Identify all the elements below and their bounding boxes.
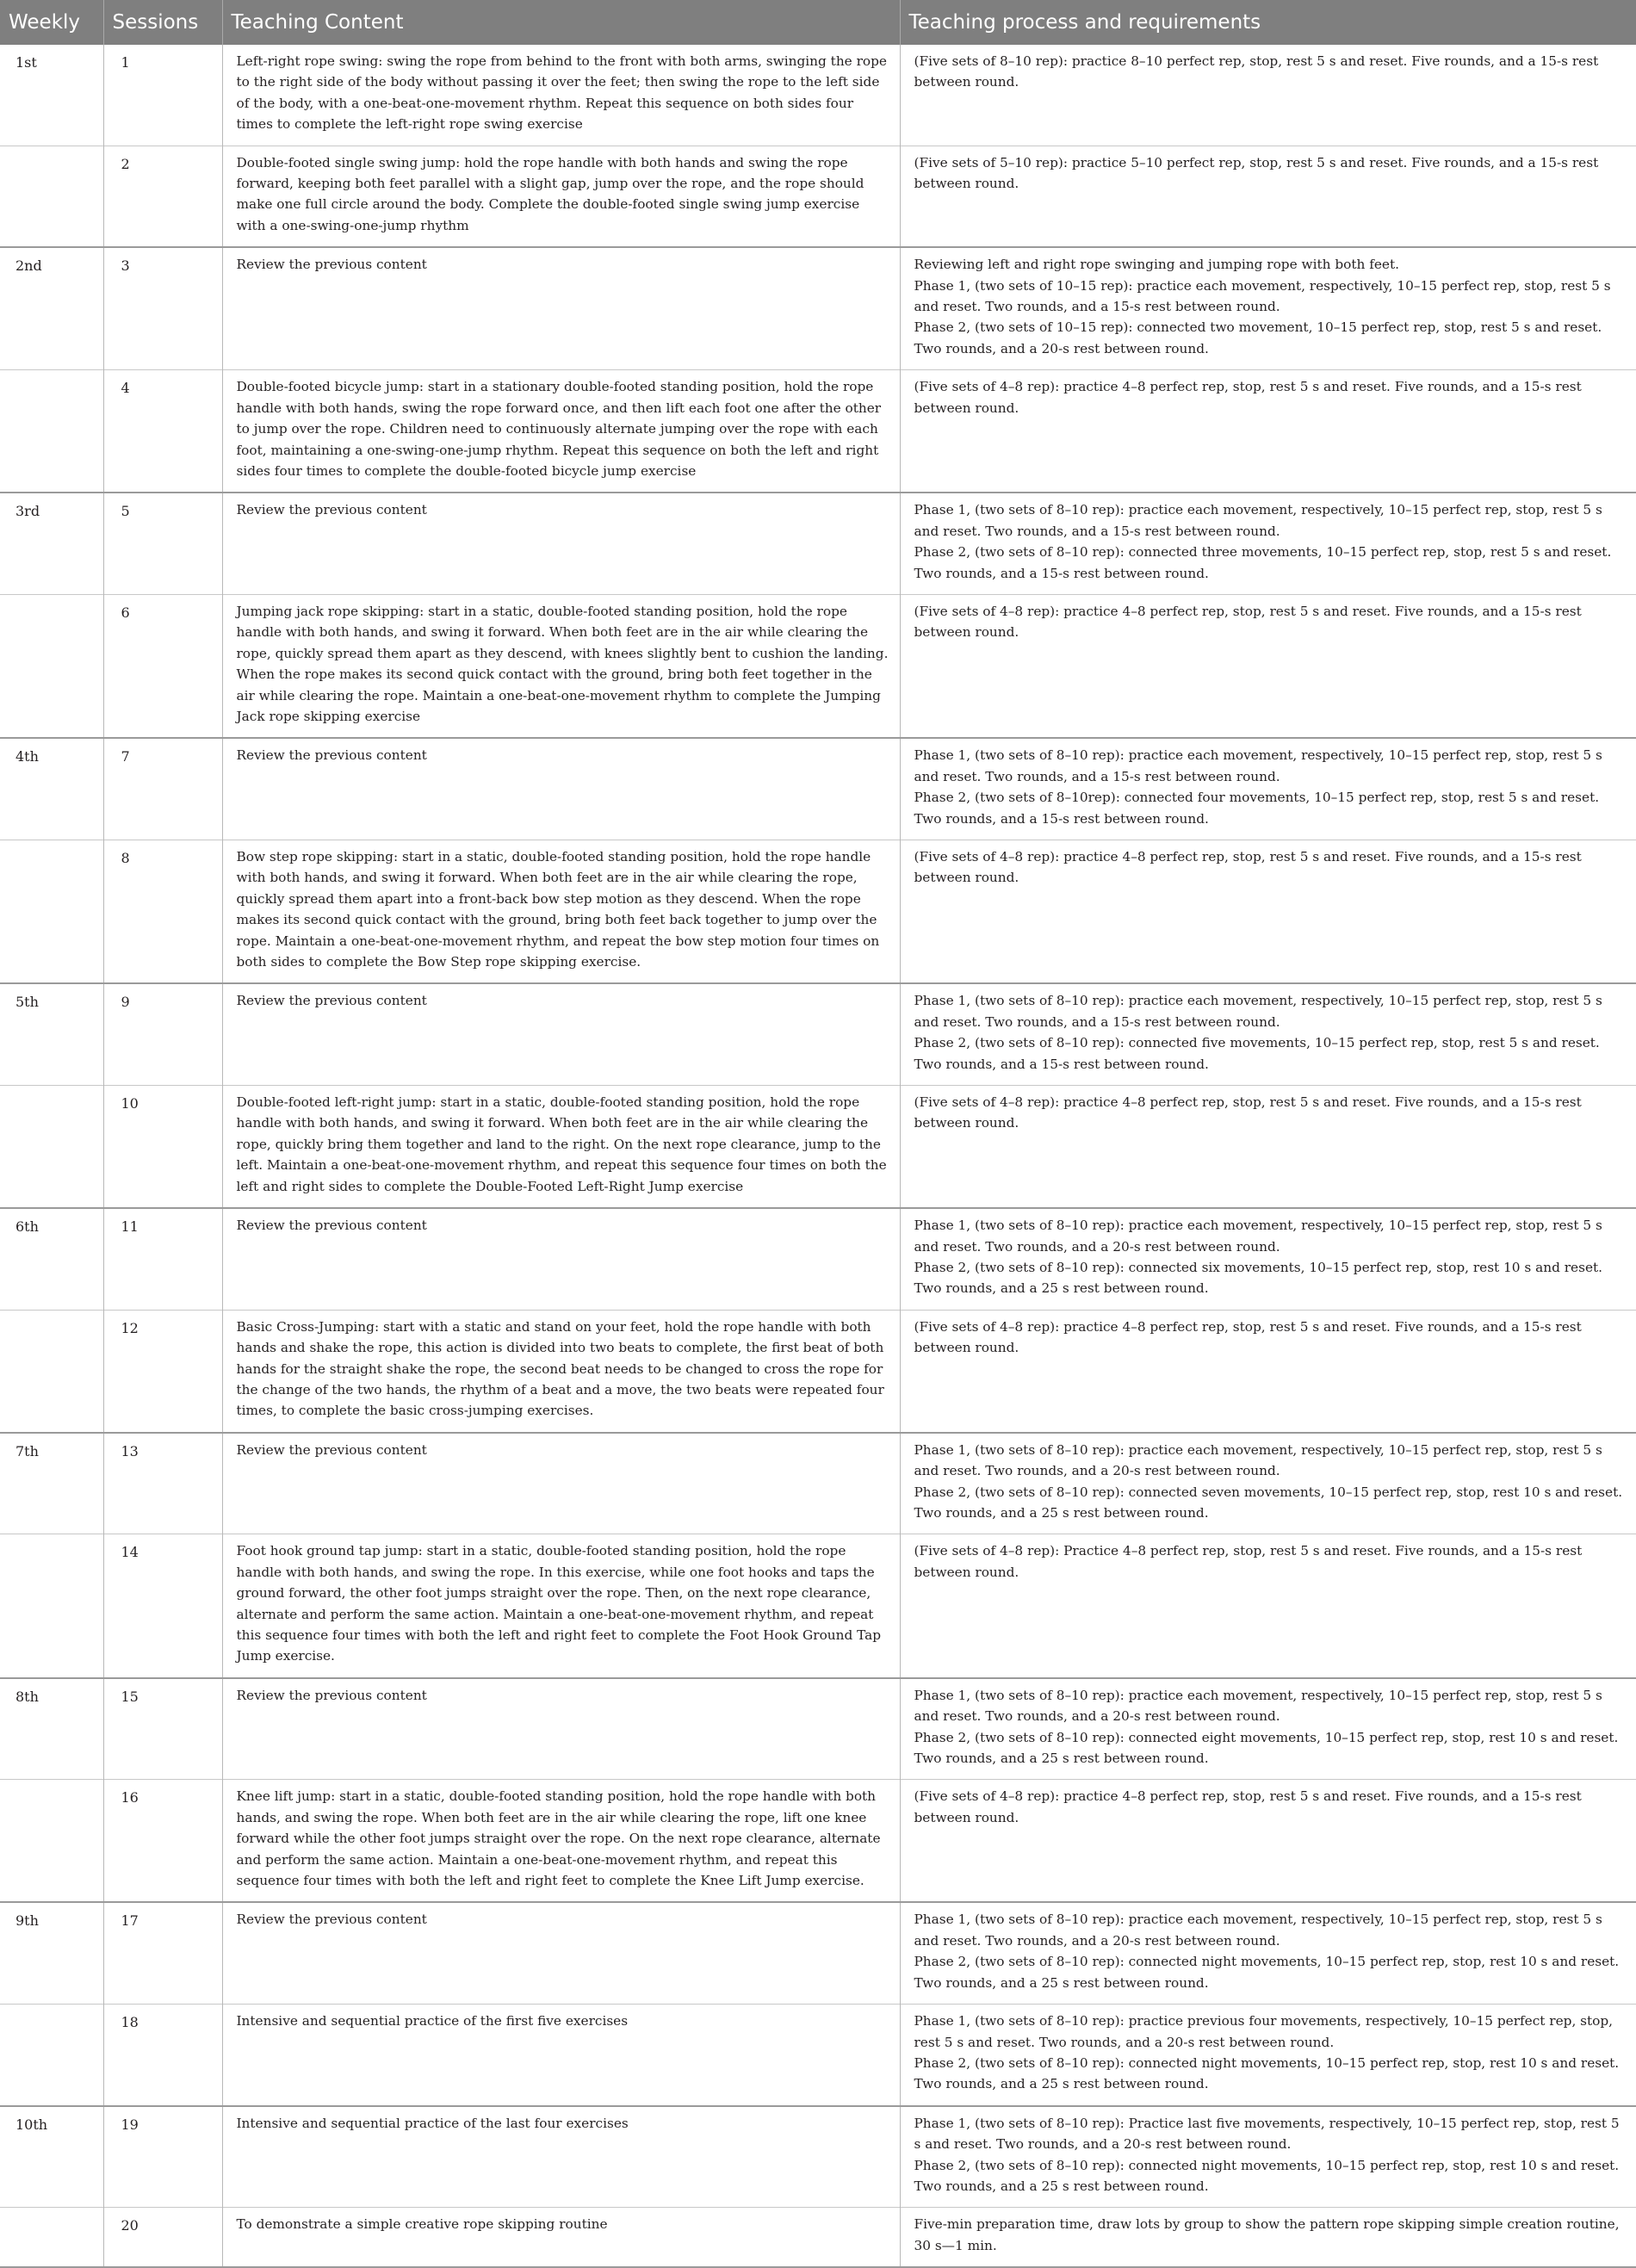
- table-row: [0, 247, 1636, 370]
- week-cell: 9th: [0, 1902, 103, 2004]
- table-body: [0, 45, 1636, 2267]
- process-line: (Five sets of 5–10 rep): practice 5–10 perfect rep, stop, rest 5 s and reset. Five rounds, and a 15-s rest between round.: [914, 154, 1599, 192]
- teaching-process-cell: [900, 1780, 1636, 1903]
- session-cell: 3: [103, 247, 222, 370]
- header-teaching-content: Teaching Content: [222, 0, 900, 45]
- session-cell: 6: [103, 594, 222, 738]
- process-line: Phase 2, (two sets of 8–10 rep): connected six movements, 10–15 perfect rep, stop, rest 10 s and reset. Two rounds, and a 25 s rest between round.: [914, 1259, 1603, 1297]
- header-sessions: Sessions: [103, 0, 222, 45]
- teaching-content-cell: Review the previous content: [222, 493, 900, 594]
- process-line: Phase 2, (two sets of 10–15 rep): connected two movement, 10–15 perfect rep, stop, rest 5 s and reset. Two rounds, and a 20-s rest between round.: [914, 319, 1602, 356]
- teaching-content-cell: Review the previous content: [222, 983, 900, 1085]
- process-line: Phase 2, (two sets of 8–10 rep): connected night movements, 10–15 perfect rep, stop, rest 10 s and reset. Two rounds, and a 25 s rest between round.: [914, 2054, 1620, 2092]
- process-line: Phase 1, (two sets of 8–10 rep): practice each movement, respectively, 10–15 perfect rep, stop, rest 5 s and reset. Two rounds, and a 20-s rest between round.: [914, 1912, 1602, 1949]
- teaching-content-cell: Intensive and sequential practice of the first five exercises: [222, 2005, 900, 2106]
- week-cell: [0, 1310, 103, 1433]
- process-line: Phase 2, (two sets of 8–10rep): connected four movements, 10–15 perfect rep, stop, rest 5 s and reset. Two rounds, and a 15-s rest between round.: [914, 790, 1600, 827]
- table-row: [0, 983, 1636, 1085]
- teaching-process-cell: [900, 146, 1636, 247]
- process-line: (Five sets of 4–8 rep): practice 4–8 perfect rep, stop, rest 5 s and reset. Five rounds, and a 15-s rest between round.: [914, 849, 1582, 886]
- teaching-content-cell: Double-footed bicycle jump: start in a stationary double-footed standing position, hold the rope handle with both hands, swing the rope forward once, and then lift each foot one after the other to jump over the rope. Children need to continuously alternate jumping over the rope with each foot, maintaining a one-swing-one-jump rhythm. Repeat this sequence on both the left and right sides four times to complete the double-footed bicycle jump exercise: [222, 370, 900, 493]
- process-line: Phase 2, (two sets of 8–10 rep): connected seven movements, 10–15 perfect rep, stop, rest 10 s and reset. Two rounds, and a 25 s rest between round.: [914, 1484, 1623, 1521]
- session-cell: 10: [103, 1086, 222, 1209]
- table-row: [0, 370, 1636, 493]
- process-line: (Five sets of 4–8 rep): practice 4–8 perfect rep, stop, rest 5 s and reset. Five rounds, and a 15-s rest between round.: [914, 603, 1582, 641]
- week-cell: 1st: [15, 54, 37, 71]
- teaching-process-cell: [900, 2005, 1636, 2106]
- teaching-content-cell: Foot hook ground tap jump: start in a static, double-footed standing position, hold the rope handle with both hands, and swing the rope. In this exercise, while one foot hooks and taps the ground forward, the other foot jumps straight over the rope. Then, on the next rope clearance, alternate and perform the same action. Maintain a one-beat-one-movement rhythm, and repeat this sequence four times with both the left and right feet to complete the Foot Hook Ground Tap Jump exercise.: [222, 1534, 900, 1678]
- week-cell: 8th: [0, 1678, 103, 1780]
- week-cell: [0, 370, 103, 493]
- teaching-content-cell: Review the previous content: [222, 1433, 900, 1534]
- teaching-process-cell: [900, 840, 1636, 984]
- teaching-content-cell: Jumping jack rope skipping: start in a static, double-footed standing position, hold the rope handle with both hands, and swing it forward. When both feet are in the air while clearing the rope, quickly spread them apart as they descend, with knees slightly bent to cushion the landing. When the rope makes its second quick contact with the ground, bring both feet together in the air while clearing the rope. Maintain a one-beat-one-movement rhythm to complete the Jumping Jack rope skipping exercise: [222, 594, 900, 738]
- process-line: Five-min preparation time, draw lots by group to show the pattern rope skipping simple creation routine, 30 s—1 min.: [914, 2216, 1620, 2253]
- week-cell: [0, 1086, 103, 1209]
- teaching-process-cell: [900, 1086, 1636, 1209]
- process-line: Phase 2, (two sets of 8–10 rep): connected five movements, 10–15 perfect rep, stop, rest 5 s and reset. Two rounds, and a 15-s rest between round.: [914, 1035, 1600, 1072]
- teaching-content-cell: Left-right rope swing: swing the rope from behind to the front with both arms, swinging the rope to the right side of the body without passing it over the feet; then swing the rope to the left side of the body, with a one-beat-one-movement rhythm. Repeat this sequence on both sides four times to complete the left-right rope swing exercise: [222, 45, 900, 146]
- teaching-content-cell: Basic Cross-Jumping: start with a static and stand on your feet, hold the rope handle with both hands and shake the rope, this action is divided into two beats to complete, the first beat of both hands for the straight shake the rope, the second beat needs to be changed to cross the rope for the change of the two hands, the rhythm of a beat and a move, the two beats were repeated four times, to complete the basic cross-jumping exercises.: [222, 1310, 900, 1433]
- process-line: (Five sets of 4–8 rep): practice 4–8 perfect rep, stop, rest 5 s and reset. Five rounds, and a 15-s rest between round.: [914, 1094, 1582, 1131]
- table-row: [0, 1433, 1636, 1534]
- session-cell: 18: [103, 2005, 222, 2106]
- session-cell: 16: [103, 1780, 222, 1903]
- session-cell: 5: [103, 493, 222, 594]
- session-cell: 8: [103, 840, 222, 984]
- session-cell: 2: [103, 146, 222, 247]
- table-row: [0, 146, 1636, 247]
- session-cell: 12: [103, 1310, 222, 1433]
- session-cell: 20: [103, 2208, 222, 2267]
- session-cell: 7: [103, 738, 222, 840]
- teaching-process-cell: [900, 1678, 1636, 1780]
- process-line: Phase 2, (two sets of 8–10 rep): connected eight movements, 10–15 perfect rep, stop, rest 10 s and reset. Two rounds, and a 25 s rest between round.: [914, 1729, 1619, 1767]
- table-row: [0, 45, 1636, 146]
- process-line: Phase 1, (two sets of 8–10 rep): practice each movement, respectively, 10–15 perfect rep, stop, rest 5 s and reset. Two rounds, and a 15-s rest between round.: [914, 993, 1602, 1030]
- teaching-process-cell: [900, 493, 1636, 594]
- process-line: Phase 2, (two sets of 8–10 rep): connected three movements, 10–15 perfect rep, stop, rest 5 s and reset. Two rounds, and a 15-s rest between round.: [914, 544, 1612, 581]
- process-line: (Five sets of 4–8 rep): practice 4–8 perfect rep, stop, rest 5 s and reset. Five rounds, and a 15-s rest between round.: [914, 1318, 1582, 1356]
- teaching-content-cell: Review the previous content: [222, 1208, 900, 1310]
- teaching-content-cell: Review the previous content: [222, 1902, 900, 2004]
- teaching-content-cell: Bow step rope skipping: start in a static, double-footed standing position, hold the rope handle with both hands, and swing it forward. When both feet are in the air while clearing the rope, quickly spread them apart into a front-back bow step motion as they descend. When the rope makes its second quick contact with the ground, bring both feet back together to jump over the rope. Maintain a one-beat-one-movement rhythm, and repeat the bow step motion four times on both sides to complete the Bow Step rope skipping exercise.: [222, 840, 900, 984]
- process-line: (Five sets of 4–8 rep): practice 4–8 perfect rep, stop, rest 5 s and reset. Five rounds, and a 15-s rest between round.: [914, 1788, 1582, 1825]
- teaching-content-cell: Double-footed left-right jump: start in a static, double-footed standing position, hold the rope handle with both hands, and swing it forward. When both feet are in the air while clearing the rope, quickly bring them together and land to the right. On the next rope clearance, jump to the left. Maintain a one-beat-one-movement rhythm, and repeat this sequence four times on both the left and right sides to complete the Double-Footed Left-Right Jump exercise: [222, 1086, 900, 1209]
- week-cell: [0, 2005, 103, 2106]
- teaching-content-cell: Double-footed single swing jump: hold the rope handle with both hands and swing the rope forward, keeping both feet parallel with a slight gap, jump over the rope, and the rope should make one full circle around the body. Complete the double-footed single swing jump exercise with a one-swing-one-jump rhythm: [222, 146, 900, 247]
- table-row: [0, 2005, 1636, 2106]
- session-cell: 13: [103, 1433, 222, 1534]
- teaching-process-cell: [900, 370, 1636, 493]
- week-cell: [0, 146, 103, 247]
- process-line: Phase 1, (two sets of 8–10 rep): practice each movement, respectively, 10–15 perfect rep, stop, rest 5 s and reset. Two rounds, and a 20-s rest between round.: [914, 1441, 1602, 1479]
- week-cell: [0, 840, 103, 984]
- table-row: [0, 1780, 1636, 1903]
- week-cell: [0, 1534, 103, 1678]
- session-cell: 11: [103, 1208, 222, 1310]
- week-cell: [0, 594, 103, 738]
- week-cell: 3rd: [0, 493, 103, 594]
- table-row: [0, 1086, 1636, 1209]
- session-cell: 1: [103, 45, 222, 146]
- teaching-process-cell: [900, 594, 1636, 738]
- teaching-content-cell: To demonstrate a simple creative rope skipping routine: [222, 2208, 900, 2267]
- teaching-content-cell: Review the previous content: [222, 247, 900, 370]
- teaching-process-cell: [900, 738, 1636, 840]
- table-row: [0, 1310, 1636, 1433]
- teaching-process-cell: [900, 247, 1636, 370]
- header-teaching-process: Teaching process and requirements: [900, 0, 1636, 45]
- table-row: [0, 1678, 1636, 1780]
- process-line: Phase 1, (two sets of 8–10 rep): practice each movement, respectively, 10–15 perfect rep, stop, rest 5 s and reset. Two rounds, and a 20-s rest between round.: [914, 1687, 1602, 1725]
- session-cell: 19: [103, 2106, 222, 2208]
- week-cell: [0, 2208, 103, 2267]
- session-cell: 9: [103, 983, 222, 1085]
- teaching-process-cell: [900, 2208, 1636, 2267]
- table-row: [0, 1534, 1636, 1678]
- teaching-content-cell: Review the previous content: [222, 738, 900, 840]
- process-line: Phase 1, (two sets of 8–10 rep): practice each movement, respectively, 10–15 perfect rep, stop, rest 5 s and reset. Two rounds, and a 15-s rest between round.: [914, 747, 1602, 784]
- week-cell: 2nd: [0, 247, 103, 370]
- process-line: Phase 1, (two sets of 8–10 rep): practice each movement, respectively, 10–15 perfect rep, stop, rest 5 s and reset. Two rounds, and a 15-s rest between round.: [914, 502, 1602, 539]
- process-line: Phase 1, (two sets of 10–15 rep): practice each movement, respectively, 10–15 perfect rep, stop, rest 5 s and reset. Two rounds, and a 15-s rest between round.: [914, 277, 1611, 315]
- table-row: [0, 2208, 1636, 2267]
- teaching-process-cell: [900, 45, 1636, 146]
- table-row: [0, 493, 1636, 594]
- process-line: Reviewing left and right rope swinging and jumping rope with both feet.: [914, 257, 1399, 273]
- teaching-content-cell: Intensive and sequential practice of the last four exercises: [222, 2106, 900, 2208]
- teaching-process-cell: [900, 1310, 1636, 1433]
- week-cell: 6th: [0, 1208, 103, 1310]
- teaching-process-cell: [900, 1433, 1636, 1534]
- process-line: Phase 1, (two sets of 8–10 rep): practice previous four movements, respectively, 10–15 perfect rep, stop, rest 5 s and reset. Two rounds, and a 20-s rest between round.: [914, 2013, 1614, 2050]
- process-line: (Five sets of 8–10 rep): practice 8–10 perfect rep, stop, rest 5 s and reset. Five rounds, and a 15-s rest between round.: [914, 53, 1599, 90]
- process-line: Phase 1, (two sets of 8–10 rep): practice each movement, respectively, 10–15 perfect rep, stop, rest 5 s and reset. Two rounds, and a 20-s rest between round.: [914, 1218, 1602, 1255]
- week-cell: 10th: [0, 2106, 103, 2208]
- table-row: [0, 840, 1636, 984]
- process-line: Phase 1, (two sets of 8–10 rep): Practice last five movements, respectively, 10–15 perfect rep, stop, rest 5 s and reset. Two rounds, and a 20-s rest between round.: [914, 2115, 1620, 2153]
- week-cell: 4th: [0, 738, 103, 840]
- header-weekly: Weekly: [0, 0, 103, 45]
- table-row: [0, 2106, 1636, 2208]
- teaching-content-cell: Review the previous content: [222, 1678, 900, 1780]
- table-row: [0, 1208, 1636, 1310]
- table-row: [0, 1902, 1636, 2004]
- process-line: (Five sets of 4–8 rep): Practice 4–8 perfect rep, stop, rest 5 s and reset. Five rounds, and a 15-s rest between round.: [914, 1543, 1583, 1580]
- table-row: [0, 738, 1636, 840]
- session-cell: 15: [103, 1678, 222, 1780]
- week-cell: 7th: [0, 1433, 103, 1534]
- session-cell: 17: [103, 1902, 222, 2004]
- process-line: Phase 2, (two sets of 8–10 rep): connected night movements, 10–15 perfect rep, stop, rest 10 s and reset. Two rounds, and a 25 s rest between round.: [914, 2157, 1620, 2194]
- teaching-process-cell: [900, 2106, 1636, 2208]
- teaching-process-cell: [900, 1208, 1636, 1310]
- process-line: (Five sets of 4–8 rep): practice 4–8 perfect rep, stop, rest 5 s and reset. Five rounds, and a 15-s rest between round.: [914, 379, 1582, 416]
- teaching-process-cell: [900, 983, 1636, 1085]
- teaching-process-cell: [900, 1902, 1636, 2004]
- table-header: [0, 0, 1636, 45]
- process-line: Phase 2, (two sets of 8–10 rep): connected night movements, 10–15 perfect rep, stop, rest 10 s and reset. Two rounds, and a 25 s rest between round.: [914, 1954, 1620, 1991]
- teaching-process-cell: [900, 1534, 1636, 1678]
- teaching-content-cell: Knee lift jump: start in a static, double-footed standing position, hold the rope handle with both hands, and swing the rope. When both feet are in the air while clearing the rope, lift one knee forward while the other foot jumps straight over the rope. On the next rope clearance, alternate and perform the same action. Maintain a one-beat-one-movement rhythm, and repeat this sequence four times with both the left and right feet to complete the Knee Lift Jump exercise.: [222, 1780, 900, 1903]
- week-cell: [0, 1780, 103, 1903]
- week-cell: 5th: [0, 983, 103, 1085]
- session-cell: 14: [103, 1534, 222, 1678]
- session-cell: 4: [103, 370, 222, 493]
- header-row: [0, 0, 1636, 45]
- table-row: [0, 594, 1636, 738]
